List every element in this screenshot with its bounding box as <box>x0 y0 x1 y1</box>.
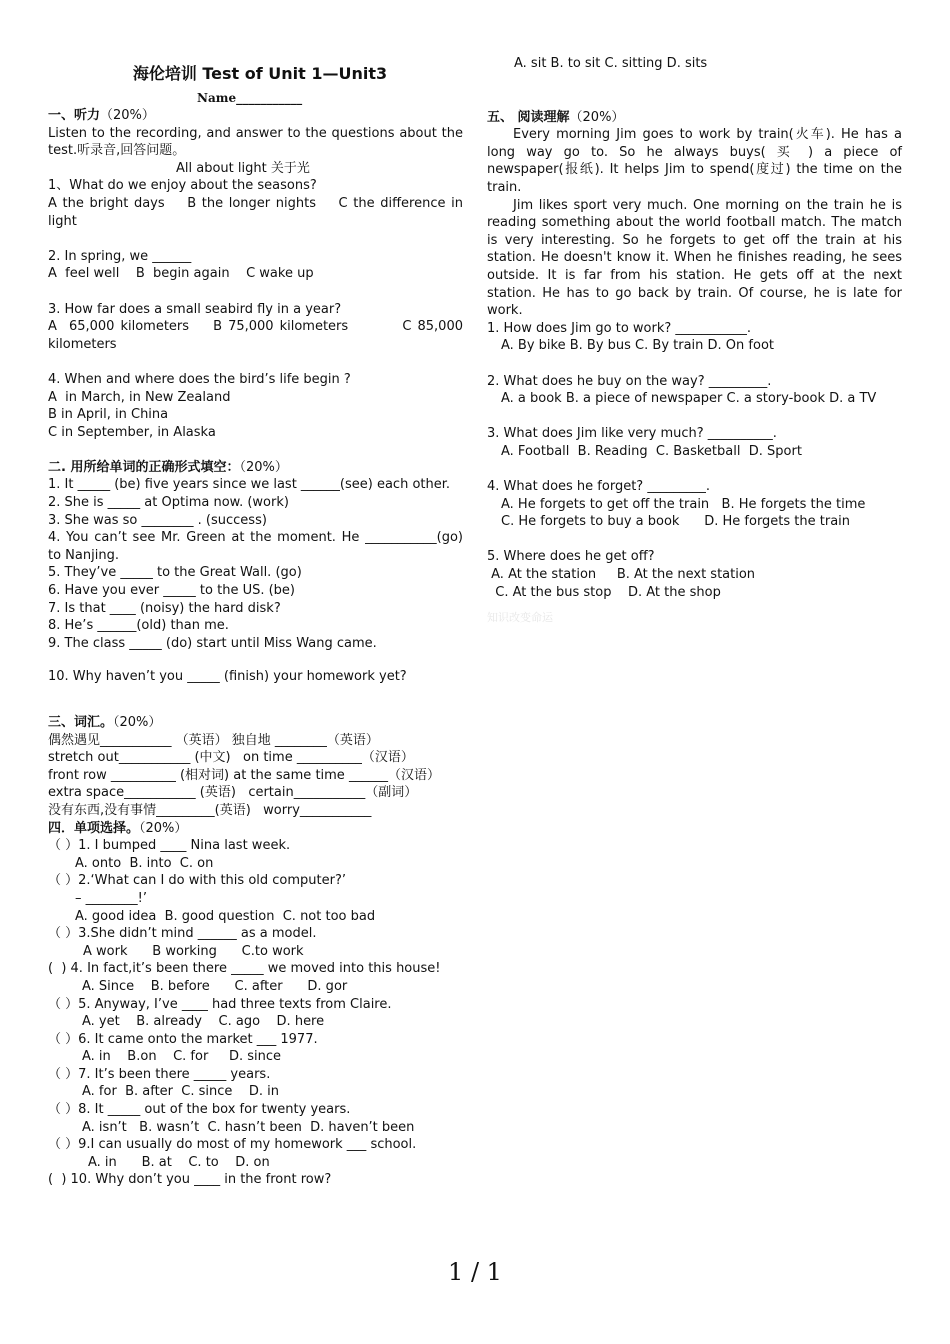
listening-q4: 4. When and where does the bird’s life begin ? <box>48 371 351 387</box>
section-3-heading: 三、词汇。（20%） <box>48 715 162 730</box>
name-field-label: Name___________ <box>197 91 303 105</box>
listening-q4-option-a: A in March, in New Zealand <box>48 389 231 405</box>
listening-q2: 2. In spring, we ______ <box>48 248 192 264</box>
choice-q3: （ ）3.She didn’t mind ______ as a model. <box>48 926 317 942</box>
fill-item-2: 2. She is _____ at Optima now. (work) <box>48 495 289 511</box>
fill-item-9: 9. The class _____ (do) start until Miss Wang came. <box>48 635 377 651</box>
choice-q6: （ ）6. It came onto the market ___ 1977. <box>48 1031 318 1047</box>
reading-paragraph-2: Jim likes sport very much. One morning on the train he is reading something about the world football match. The match is very interesting. So he forgets to get off the train at his station. He doesn't know it. When he finishes reading, he sees outside. It is far from his station. He gets off at the next station. He has to go back by train. Of course, he is late for work. <box>487 197 907 319</box>
reading-q4-options-cd: C. He forgets to buy a book D. He forgets the train <box>501 514 851 530</box>
vocab-line-4: extra space___________ (英语) certain___________（副词） <box>48 785 418 801</box>
vocab-line-1: 偶然遇见___________ （英语） 独自地 ________（英语） <box>48 732 379 748</box>
choice-q8-options: A. isn’t B. wasn’t C. hasn’t been D. haven’t been <box>82 1119 415 1135</box>
reading-q1: 1. How does Jim go to work? ___________. <box>487 320 752 336</box>
choice-q1-options: A. onto B. into C. on <box>75 855 214 871</box>
fill-item-1: 1. It _____ (be) five years since we last ______(see) each other. <box>48 477 451 493</box>
choice-q5-options: A. yet B. already C. ago D. here <box>82 1014 325 1030</box>
listening-q4-option-b: B in April, in China <box>48 407 169 423</box>
choice-q2-reply: – ________!’ <box>75 890 147 906</box>
fill-item-10: 10. Why haven’t you _____ (finish) your homework yet? <box>48 669 407 685</box>
reading-q3-options: A. Football B. Reading C. Basketball D. Sport <box>501 443 802 459</box>
choice-q7-options: A. for B. after C. since D. in <box>82 1084 280 1100</box>
vocab-line-5: 没有东西,没有事情_________(英语) worry___________ <box>48 802 372 818</box>
choice-q2: （ ）2.‘What can I do with this old computer?’ <box>48 873 346 889</box>
listening-intro: Listen to the recording, and answer to the questions about the test.听录音,回答问题。 <box>48 125 468 159</box>
vocab-line-3: front row __________ (相对词) at the same time ______（汉语） <box>48 767 440 783</box>
choice-q1: （ ）1. I bumped ____ Nina last week. <box>48 838 291 854</box>
reading-q5-options-ab: A. At the station B. At the next station <box>487 567 756 583</box>
listening-q3-options: A 65,000 kilometers B 75,000 kilometers C 85,000 kilometers <box>48 319 468 352</box>
left-column <box>48 0 468 1189</box>
choice-q10-options: A. sit B. to sit C. sitting D. sits <box>514 56 708 71</box>
choice-q5: （ ）5. Anyway, I’ve ____ had three texts from Claire. <box>48 996 392 1012</box>
section-4-heading: 四．单项选择。（20%） <box>48 820 188 836</box>
section-1-heading: 一、听力（20%） <box>48 108 155 123</box>
reading-q4-options-ab: A. He forgets to get off the train B. He forgets the time <box>501 496 866 512</box>
fill-item-7: 7. Is that ____ (noisy) the hard disk? <box>48 600 281 616</box>
reading-q5-options-cd: C. At the bus stop D. At the shop <box>487 584 721 600</box>
section-2-heading: 二. 用所给单词的正确形式填空：（20%） <box>48 459 288 475</box>
reading-q3: 3. What does Jim like very much? __________. <box>487 426 777 442</box>
fill-item-8: 8. He’s ______(old) than me. <box>48 618 229 634</box>
reading-q2: 2. What does he buy on the way? _________. <box>487 373 772 389</box>
fill-item-4: 4. You can’t see Mr. Green at the moment. He ___________(go) to Nanjing. <box>48 530 468 563</box>
choice-q6-options: A. in B.on C. for D. since <box>82 1049 282 1065</box>
choice-q3-options: A work B working C.to work <box>83 943 304 959</box>
fill-item-5: 5. They’ve _____ to the Great Wall. (go) <box>48 565 302 581</box>
listening-q1: 1、What do we enjoy about the seasons? <box>48 178 317 194</box>
choice-q4: ( ) 4. In fact,it’s been there _____ we moved into this house! <box>48 961 441 977</box>
choice-q2-options: A. good idea B. good question C. not too bad <box>75 908 376 924</box>
listening-q3: 3. How far does a small seabird fly in a year? <box>48 301 342 317</box>
page-title: 海伦培训 Test of Unit 1—Unit3 <box>132 64 388 83</box>
reading-paragraph-1: Every morning Jim goes to work by train(火车). He has a long way go to. So he always buys( 买 ) a piece of newspaper(报纸). It helps Jim to spend(度过) the time on the train. <box>487 127 907 195</box>
faint-watermark-note: 知识改变命运 <box>487 611 553 625</box>
listening-q1-options: A the bright days B the longer nights C the difference in light <box>48 195 468 229</box>
choice-q7: （ ）7. It’s been there _____ years. <box>48 1066 271 1082</box>
reading-q4: 4. What does he forget? _________. <box>487 479 710 495</box>
listening-q2-options: A feel well B begin again C wake up <box>48 266 314 282</box>
choice-q4-options: A. Since B. before C. after D. gor <box>82 978 348 994</box>
choice-q10: ( ) 10. Why don’t you ____ in the front row? <box>48 1172 332 1188</box>
fill-item-6: 6. Have you ever _____ to the US. (be) <box>48 583 295 599</box>
reading-q1-options: A. By bike B. By bus C. By train D. On foot <box>501 338 774 354</box>
choice-q9: （ ）9.I can usually do most of my homework ___ school. <box>48 1137 417 1153</box>
fill-item-3: 3. She was so ________ . (success) <box>48 512 267 528</box>
listening-q4-option-c: C in September, in Alaska <box>48 424 216 440</box>
section-5-heading: 五、 阅读理解（20%） <box>487 109 625 125</box>
reading-q2-options: A. a book B. a piece of newspaper C. a story-book D. a TV <box>501 391 877 407</box>
reading-q5: 5. Where does he get off? <box>487 549 655 565</box>
choice-q8: （ ）8. It _____ out of the box for twenty years. <box>48 1102 351 1118</box>
vocab-line-2: stretch out___________ (中文) on time __________（汉语） <box>48 750 414 766</box>
right-column <box>487 0 907 627</box>
page-number: 1 / 1 <box>448 1258 502 1286</box>
listening-topic: All about light 关于光 <box>176 160 310 176</box>
choice-q9-options: A. in B. at C. to D. on <box>88 1154 270 1170</box>
